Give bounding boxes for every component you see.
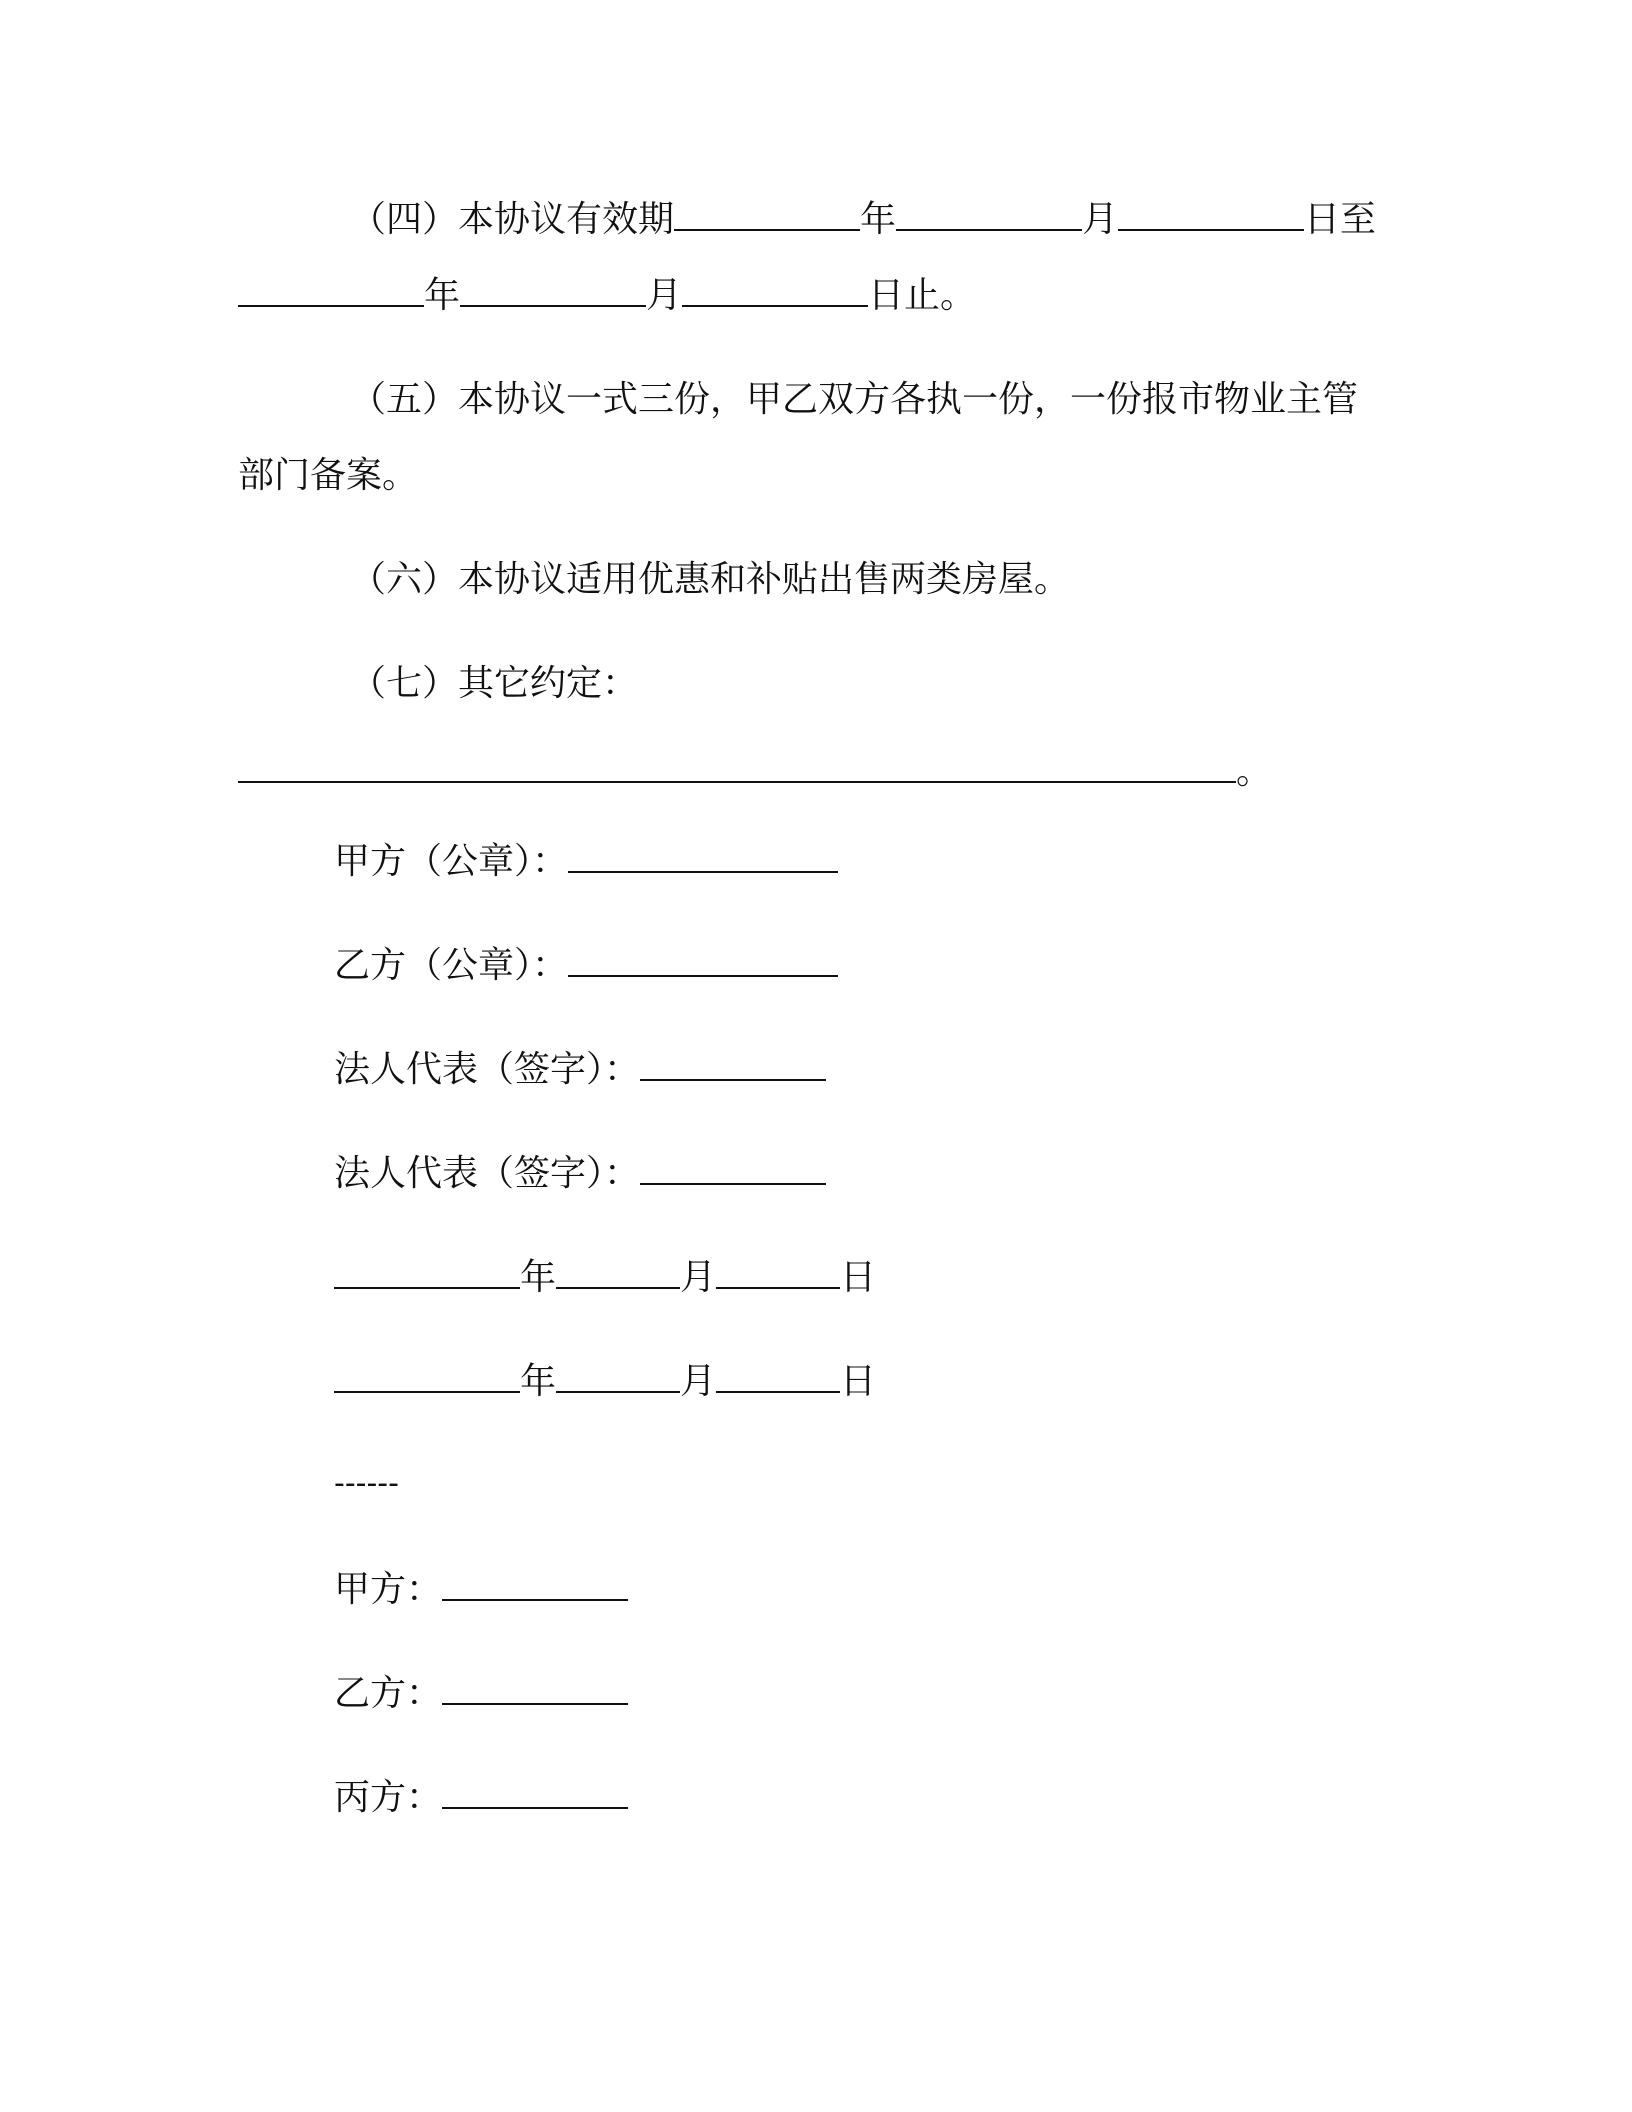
legal-rep-1-line	[334, 1046, 826, 1094]
date1-day-label: 日	[840, 1257, 877, 1298]
date-line-2	[334, 1358, 876, 1406]
clause-four-day-end: 日止。	[868, 275, 977, 316]
party-a-line	[334, 1566, 628, 1614]
blank-date1-year	[334, 1257, 520, 1289]
blank-end-day	[682, 275, 868, 307]
blank-date2-year	[334, 1361, 520, 1393]
clause-five-line2: 部门备案。	[238, 455, 419, 496]
blank-party-c	[442, 1777, 628, 1809]
clause-five-line1: （五）本协议一式三份，甲乙双方各执一份，一份报市物业主管	[350, 379, 1359, 420]
clause-four-day-to: 日至	[1304, 199, 1377, 240]
clause-four-line2	[238, 272, 976, 320]
clause-four-year2: 年	[424, 275, 461, 316]
blank-date1-day	[716, 1257, 840, 1289]
party-b-label: 乙方：	[334, 1673, 443, 1714]
clause-four-month2: 月	[646, 275, 683, 316]
party-c-label: 丙方：	[334, 1777, 443, 1818]
blank-party-a	[442, 1569, 628, 1601]
legal-rep-2-label: 法人代表（签字）：	[334, 1153, 641, 1194]
blank-date2-day	[716, 1361, 840, 1393]
party-a-seal-label: 甲方（公章）：	[334, 841, 569, 882]
separator: ------	[334, 1466, 399, 1501]
party-a-seal-line	[334, 838, 838, 886]
clause-seven-blank-line	[238, 748, 1272, 796]
clause-four-month: 月	[1082, 199, 1119, 240]
blank-start-day	[1118, 199, 1304, 231]
blank-date1-month	[556, 1257, 680, 1289]
date1-year-label: 年	[520, 1257, 557, 1298]
blank-end-year	[238, 275, 424, 307]
party-a-label: 甲方：	[334, 1569, 443, 1610]
blank-start-month	[896, 199, 1082, 231]
blank-legal-rep-2	[640, 1153, 826, 1185]
legal-rep-2-line	[334, 1150, 826, 1198]
blank-legal-rep-1	[640, 1049, 826, 1081]
blank-other-terms	[238, 751, 1236, 783]
blank-party-a-seal	[568, 841, 838, 873]
party-b-seal-label: 乙方（公章）：	[334, 945, 569, 986]
clause-seven: （七）其它约定：	[350, 663, 639, 704]
clause-four-lead: （四）本协议有效期	[350, 199, 675, 240]
clause-seven-end: 。	[1236, 751, 1273, 792]
blank-end-month	[460, 275, 646, 307]
clause-four-line1	[350, 196, 1376, 244]
date1-month-label: 月	[680, 1257, 717, 1298]
party-b-line	[334, 1670, 628, 1718]
party-b-seal-line	[334, 942, 838, 990]
blank-party-b-seal	[568, 945, 838, 977]
date2-month-label: 月	[680, 1361, 717, 1402]
date2-year-label: 年	[520, 1361, 557, 1402]
date-line-1	[334, 1254, 876, 1302]
clause-four-year: 年	[860, 199, 897, 240]
blank-date2-month	[556, 1361, 680, 1393]
clause-six: （六）本协议适用优惠和补贴出售两类房屋。	[350, 559, 1071, 600]
date2-day-label: 日	[840, 1361, 877, 1402]
legal-rep-1-label: 法人代表（签字）：	[334, 1049, 641, 1090]
party-c-line	[334, 1774, 628, 1822]
blank-start-year	[674, 199, 860, 231]
blank-party-b	[442, 1673, 628, 1705]
